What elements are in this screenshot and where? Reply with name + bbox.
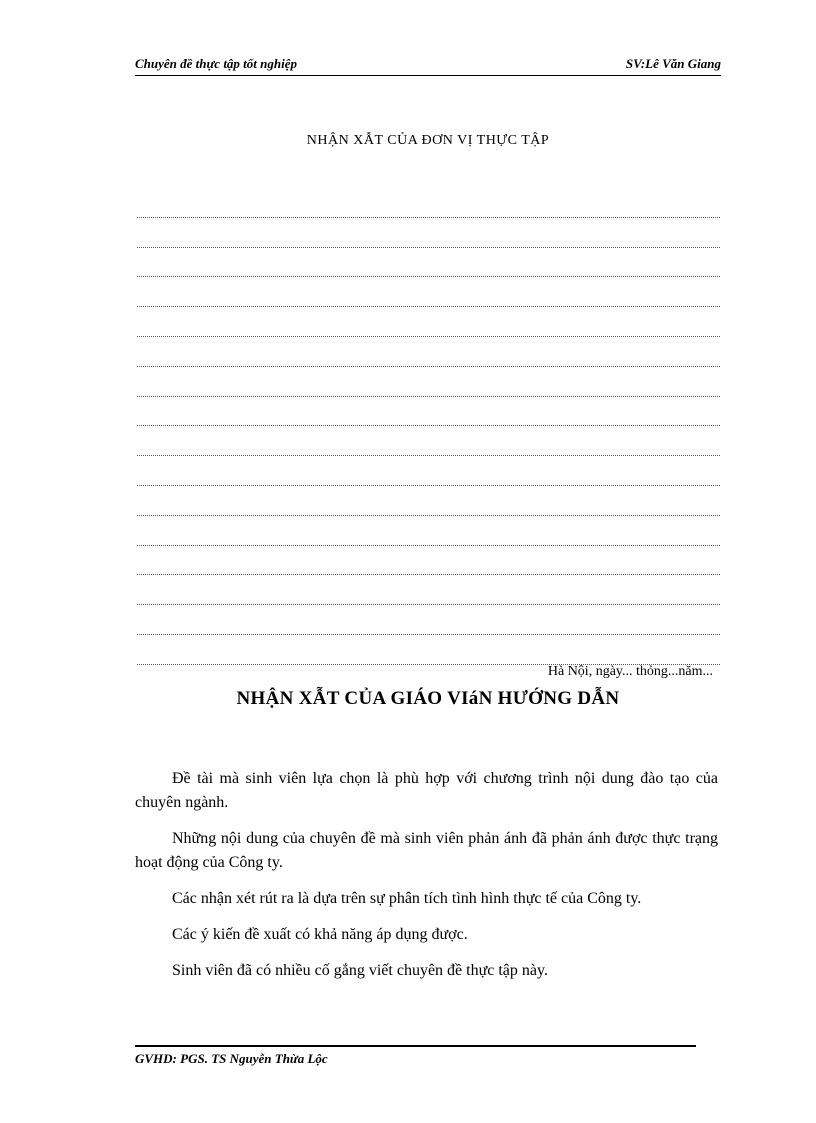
review-dotted-lines <box>137 188 720 665</box>
internship-unit-review-title: NHẬN XẪT CỦA ĐƠN VỊ THỰC TẬP <box>306 133 550 148</box>
dotted-line <box>137 426 720 456</box>
dotted-line <box>137 277 720 307</box>
review-paragraph: Các nhận xét rút ra là dựa trên sự phân tích tình hình thực tế của Công ty. <box>172 890 642 907</box>
dotted-line <box>137 456 720 486</box>
dotted-line <box>137 188 720 218</box>
footer-divider <box>135 1045 696 1047</box>
review-paragraph: Các ý kiến đề xuất có khả năng áp dụng được. <box>172 926 468 943</box>
dotted-line <box>137 635 720 665</box>
dotted-line <box>137 546 720 576</box>
dotted-line <box>137 248 720 278</box>
dotted-line <box>137 218 720 248</box>
dotted-line <box>137 307 720 337</box>
dotted-line <box>137 397 720 427</box>
header-student-name: SV:Lê Văn Giang <box>625 56 721 71</box>
dotted-line <box>137 605 720 635</box>
header-divider <box>135 75 721 76</box>
review-paragraph: Đề tài mà sinh viên lựa chọn là phù hợp với chương trình nội dung đào tạo của chuyên ngành. <box>135 770 718 811</box>
page-header <box>135 56 721 74</box>
review-paragraph: Sinh viên đã có nhiều cố gắng viết chuyên đề thực tập này. <box>172 962 548 979</box>
dotted-line <box>137 486 720 516</box>
footer-supervisor: GVHD: PGS. TS Nguyễn Thừa Lộc <box>135 1051 328 1066</box>
dotted-line <box>137 367 720 397</box>
supervisor-review-body <box>135 767 718 995</box>
header-document-title: Chuyên đề thực tập tốt nghiệp <box>135 56 297 71</box>
date-line: Hà Nội, ngày... thỏng...năm... <box>547 664 713 679</box>
dotted-line <box>137 516 720 546</box>
review-paragraph: Những nội dung của chuyên đề mà sinh viên phản ánh đã phản ánh được thực trạng hoạt động của Công ty. <box>135 830 718 871</box>
dotted-line <box>137 575 720 605</box>
dotted-line <box>137 337 720 367</box>
supervisor-review-title: NHẬN XẪT CỦA GIÁO VIáN HƯỚNG DẪN <box>236 688 620 709</box>
